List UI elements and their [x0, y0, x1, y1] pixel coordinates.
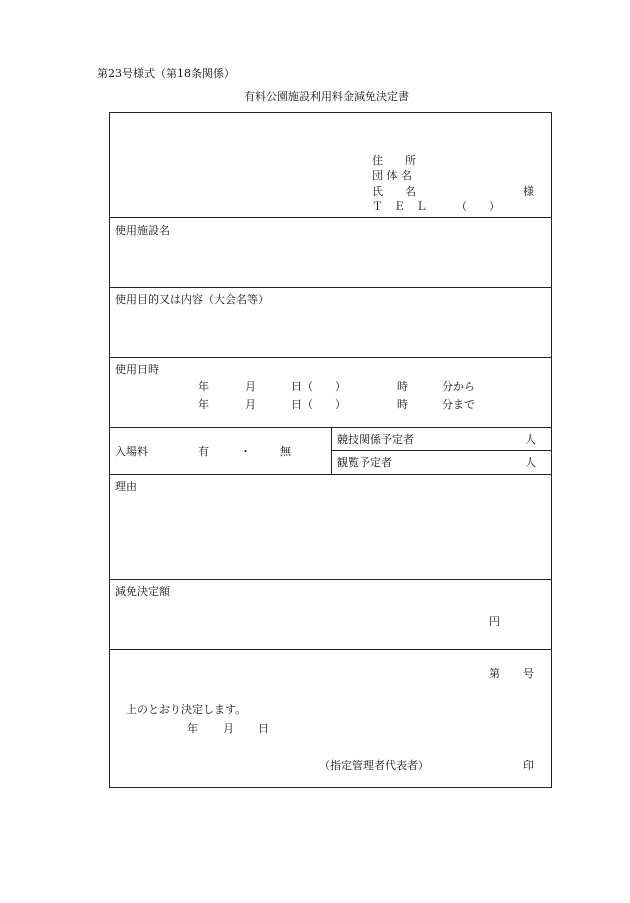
- group-name-label: 団 体 名: [372, 169, 412, 182]
- number-prefix: 第: [489, 667, 500, 680]
- tel-paren: （ ）: [456, 200, 500, 213]
- form-number: 第23号様式（第18条関係）: [97, 67, 235, 80]
- document-title: 有料公園施設利用料金減免決定書: [244, 90, 409, 103]
- start-hour: 時: [397, 380, 408, 393]
- start-minute-from: 分から: [442, 380, 475, 393]
- decision-day: 日: [258, 722, 269, 735]
- competitors-label: 競技関係予定者: [337, 433, 414, 446]
- reason-label: 理由: [115, 480, 137, 493]
- divider-reason: [110, 579, 551, 580]
- honorific: 様: [523, 185, 534, 198]
- purpose-label: 使用目的又は内容（大会名等）: [115, 293, 269, 306]
- end-hour: 時: [397, 398, 408, 411]
- end-day: 日（ ）: [291, 398, 346, 411]
- end-year: 年: [198, 398, 209, 411]
- divider-purpose: [110, 357, 551, 358]
- admission-no: 無: [280, 445, 291, 458]
- admission-separator: ・: [240, 445, 251, 458]
- divider-applicant: [110, 217, 551, 218]
- reduction-label: 減免決定額: [115, 585, 170, 598]
- admission-yes: 有: [198, 445, 209, 458]
- name-label: 氏 名: [372, 185, 416, 198]
- decision-year: 年: [187, 722, 198, 735]
- yen-unit: 円: [489, 615, 500, 628]
- end-month: 月: [245, 398, 256, 411]
- divider-admission-inner: [331, 450, 552, 451]
- facility-label: 使用施設名: [115, 224, 170, 237]
- seal-mark: 印: [523, 759, 534, 772]
- decision-month: 月: [223, 722, 234, 735]
- start-month: 月: [245, 380, 256, 393]
- divider-facility: [110, 287, 551, 288]
- start-year: 年: [198, 380, 209, 393]
- manager-label: （指定管理者代表者）: [319, 759, 429, 772]
- datetime-label: 使用日時: [115, 363, 159, 376]
- divider-reduction: [110, 649, 551, 650]
- decision-form: [109, 112, 552, 788]
- number-suffix: 号: [523, 667, 534, 680]
- end-minute-until: 分まで: [442, 398, 475, 411]
- spectators-label: 観覧予定者: [337, 456, 392, 469]
- decision-statement: 上のとおり決定します。: [126, 703, 247, 716]
- divider-admission: [110, 474, 551, 475]
- admission-label: 入場料: [115, 445, 148, 458]
- spectators-unit: 人: [525, 456, 536, 469]
- start-day: 日（ ）: [291, 380, 346, 393]
- competitors-unit: 人: [525, 433, 536, 446]
- address-label: 住 所: [372, 154, 416, 167]
- tel-label: Ｔ Ｅ Ｌ: [372, 200, 427, 213]
